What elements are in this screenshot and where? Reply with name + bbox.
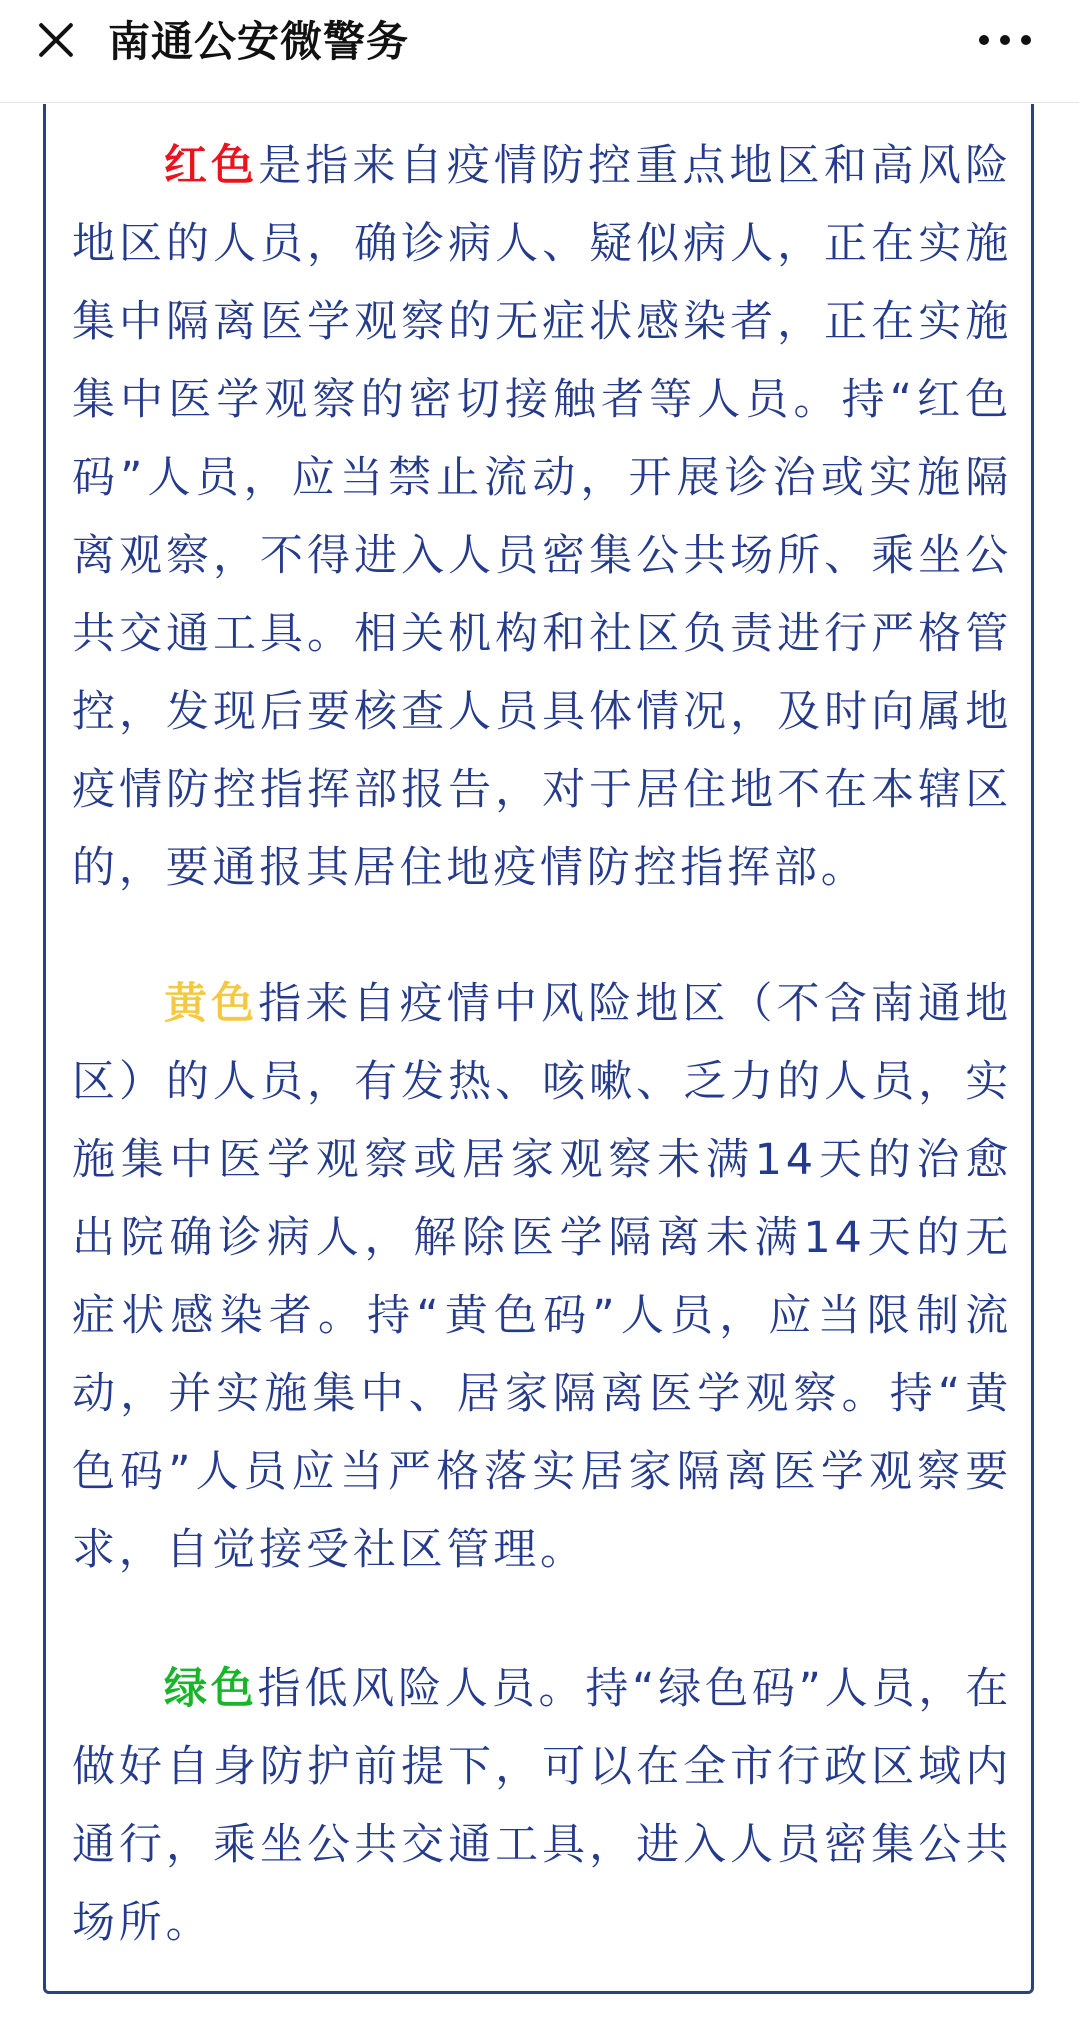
top-navigation-bar [0,0,1079,103]
yellow-code-keyword: 黄色 [164,979,259,1029]
yellow-code-description: 指来自疫情中风险地区（不含南通地区）的人员，有发热、咳嗽、乏力的人员，实施集中医学观察或居家观察未满14天的治愈出院确诊病人，解除医学隔离未满14天的无症状感染者。持“黄色码”人员，应当限制流动，并实施集中、居家隔离医学观察。持“黄色码”人员应当严格落实居家隔离医学观察要求，自觉接受社区管理。 [72,979,1012,1575]
green-code-paragraph [72,1650,1012,1962]
red-code-keyword: 红色 [164,141,259,191]
red-code-paragraph [72,127,1012,907]
green-code-description: 指低风险人员。持“绿色码”人员，在做好自身防护前提下，可以在全市行政区域内通行，乘坐公共交通工具，进入人员密集公共场所。 [72,1664,1013,1948]
more-dot [1021,35,1031,45]
more-dot [1000,35,1010,45]
close-icon[interactable] [30,14,82,66]
page-title: 南通公安微警务 [108,17,410,66]
more-dots-icon[interactable] [977,30,1033,50]
green-code-keyword: 绿色 [164,1664,258,1714]
more-dot [979,35,989,45]
yellow-code-paragraph [72,965,1012,1589]
red-code-description: 是指来自疫情防控重点地区和高风险地区的人员，确诊病人、疑似病人，正在实施集中隔离医学观察的无症状感染者，正在实施集中医学观察的密切接触者等人员。持“红色码”人员，应当禁止流动，开展诊治或实施隔离观察，不得进入人员密集公共场所、乘坐公共交通工具。相关机构和社区负责进行严格管控，发现后要核查人员具体情况，及时向属地疫情防控指挥部报告，对于居住地不在本辖区的，要通报其居住地疫情防控指挥部。 [72,141,1012,893]
